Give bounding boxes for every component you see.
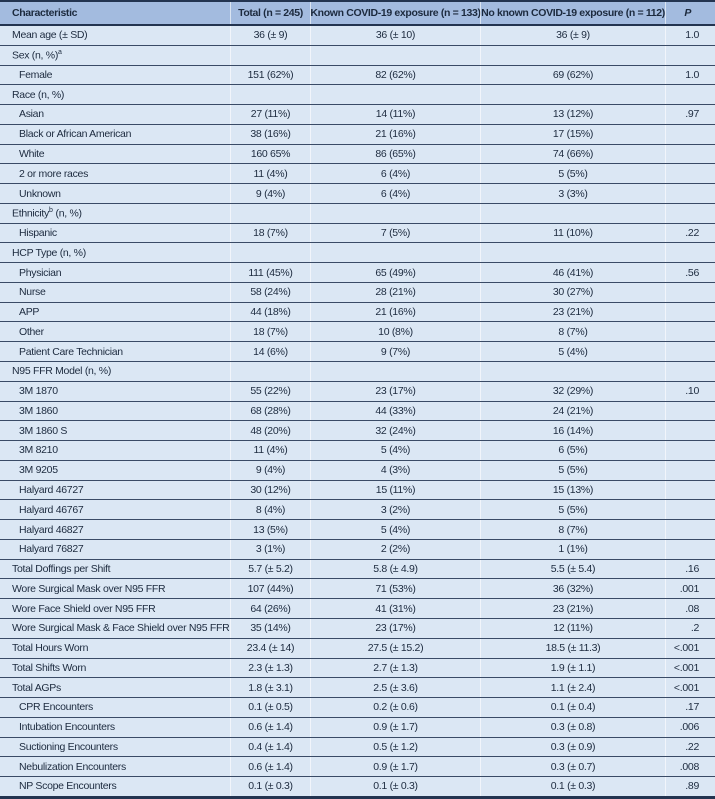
p-value-cell <box>665 125 715 144</box>
row-label: Total Hours Worn <box>12 642 89 655</box>
no-known-exposure-cell: 30 (27%) <box>480 283 665 302</box>
table-row <box>0 639 715 659</box>
no-known-exposure-cell <box>480 85 665 104</box>
no-known-exposure-cell: 69 (62%) <box>480 66 665 85</box>
row-label: 3M 9205 <box>19 464 58 477</box>
p-value-cell <box>665 184 715 203</box>
table-row <box>0 145 715 165</box>
no-known-exposure-cell <box>480 204 665 223</box>
known-exposure-cell: 41 (31%) <box>310 599 480 618</box>
table-row <box>0 322 715 342</box>
total-cell <box>230 204 310 223</box>
total-cell: 0.1 (± 0.5) <box>230 698 310 717</box>
p-value-cell <box>665 402 715 421</box>
row-label: White <box>19 147 45 160</box>
table-row <box>0 26 715 46</box>
table-row <box>0 461 715 481</box>
known-exposure-cell: 27.5 (± 15.2) <box>310 639 480 658</box>
total-cell: 18 (7%) <box>230 322 310 341</box>
header-total: Total (n = 245) <box>230 2 310 24</box>
total-cell: 8 (4%) <box>230 500 310 519</box>
table-row <box>0 718 715 738</box>
known-exposure-cell: 14 (11%) <box>310 105 480 124</box>
table-row <box>0 204 715 224</box>
row-label: Hispanic <box>19 227 57 240</box>
p-value-cell: .97 <box>665 105 715 124</box>
total-cell: 44 (18%) <box>230 303 310 322</box>
p-value-cell: .001 <box>665 579 715 598</box>
p-value-cell: 1.0 <box>665 26 715 45</box>
row-label: Unknown <box>19 187 61 200</box>
header-known-exposure: Known COVID-19 exposure (n = 133) <box>310 2 480 24</box>
total-cell: 30 (12%) <box>230 481 310 500</box>
table-row <box>0 481 715 501</box>
no-known-exposure-cell: 5.5 (± 5.4) <box>480 560 665 579</box>
table-row <box>0 85 715 105</box>
p-value-cell: .22 <box>665 224 715 243</box>
p-value-cell: 1.0 <box>665 66 715 85</box>
table-row <box>0 520 715 540</box>
row-label: Physician <box>19 266 62 279</box>
row-label: CPR Encounters <box>19 701 94 714</box>
total-cell: 64 (26%) <box>230 599 310 618</box>
row-label: Wore Surgical Mask over N95 FFR <box>12 582 166 595</box>
header-characteristic: Characteristic <box>12 7 78 19</box>
table-row <box>0 342 715 362</box>
no-known-exposure-cell: 8 (7%) <box>480 520 665 539</box>
total-cell: 48 (20%) <box>230 421 310 440</box>
no-known-exposure-cell: 36 (32%) <box>480 579 665 598</box>
p-value-cell <box>665 164 715 183</box>
total-cell <box>230 243 310 262</box>
no-known-exposure-cell: 1.9 (± 1.1) <box>480 659 665 678</box>
table-row <box>0 579 715 599</box>
no-known-exposure-cell: 3 (3%) <box>480 184 665 203</box>
known-exposure-cell: 6 (4%) <box>310 164 480 183</box>
no-known-exposure-cell: 17 (15%) <box>480 125 665 144</box>
total-cell <box>230 362 310 381</box>
known-exposure-cell <box>310 204 480 223</box>
row-label: Suctioning Encounters <box>19 740 118 753</box>
table-row <box>0 125 715 145</box>
total-cell: 0.6 (± 1.4) <box>230 757 310 776</box>
row-label: Nurse <box>19 286 46 299</box>
total-cell: 1.8 (± 3.1) <box>230 678 310 697</box>
row-label: Wore Face Shield over N95 FFR <box>12 602 156 615</box>
total-cell: 11 (4%) <box>230 164 310 183</box>
total-cell: 68 (28%) <box>230 402 310 421</box>
no-known-exposure-cell: 32 (29%) <box>480 382 665 401</box>
total-cell: 18 (7%) <box>230 224 310 243</box>
no-known-exposure-cell: 36 (± 9) <box>480 26 665 45</box>
total-cell: 11 (4%) <box>230 441 310 460</box>
total-cell: 107 (44%) <box>230 579 310 598</box>
known-exposure-cell <box>310 362 480 381</box>
p-value-cell <box>665 322 715 341</box>
total-cell: 13 (5%) <box>230 520 310 539</box>
no-known-exposure-cell <box>480 243 665 262</box>
row-label: 3M 8210 <box>19 444 58 457</box>
p-value-cell: .10 <box>665 382 715 401</box>
table-row <box>0 66 715 86</box>
no-known-exposure-cell: 11 (10%) <box>480 224 665 243</box>
table-row <box>0 777 715 796</box>
p-value-cell <box>665 46 715 65</box>
no-known-exposure-cell: 5 (5%) <box>480 164 665 183</box>
p-value-cell <box>665 520 715 539</box>
row-label: Patient Care Technician <box>19 345 123 358</box>
row-label: Female <box>19 68 53 81</box>
known-exposure-cell: 23 (17%) <box>310 619 480 638</box>
p-value-cell: <.001 <box>665 678 715 697</box>
total-cell: 23.4 (± 14) <box>230 639 310 658</box>
known-exposure-cell: 23 (17%) <box>310 382 480 401</box>
p-value-cell: .17 <box>665 698 715 717</box>
row-label: Total Doffings per Shift <box>12 563 111 576</box>
p-value-cell <box>665 342 715 361</box>
row-label: Ethnicity$^b$ (n, %) <box>12 207 82 220</box>
p-value-cell: .22 <box>665 738 715 757</box>
p-value-cell <box>665 441 715 460</box>
table-row <box>0 362 715 382</box>
row-label: Asian <box>19 108 44 121</box>
total-cell: 9 (4%) <box>230 184 310 203</box>
no-known-exposure-cell: 16 (14%) <box>480 421 665 440</box>
known-exposure-cell: 10 (8%) <box>310 322 480 341</box>
total-cell: 0.1 (± 0.3) <box>230 777 310 796</box>
known-exposure-cell: 0.5 (± 1.2) <box>310 738 480 757</box>
no-known-exposure-cell <box>480 46 665 65</box>
no-known-exposure-cell: 6 (5%) <box>480 441 665 460</box>
total-cell: 160 65% <box>230 145 310 164</box>
known-exposure-cell: 2.5 (± 3.6) <box>310 678 480 697</box>
known-exposure-cell <box>310 243 480 262</box>
table-row <box>0 599 715 619</box>
table-row <box>0 441 715 461</box>
no-known-exposure-cell: 13 (12%) <box>480 105 665 124</box>
known-exposure-cell: 15 (11%) <box>310 481 480 500</box>
p-value-cell <box>665 243 715 262</box>
known-exposure-cell: 3 (2%) <box>310 500 480 519</box>
total-cell: 3 (1%) <box>230 540 310 559</box>
table-row <box>0 698 715 718</box>
known-exposure-cell: 5 (4%) <box>310 441 480 460</box>
table-row <box>0 46 715 66</box>
known-exposure-cell: 0.1 (± 0.3) <box>310 777 480 796</box>
row-label: Halyard 76827 <box>19 543 84 556</box>
no-known-exposure-cell: 5 (4%) <box>480 342 665 361</box>
no-known-exposure-cell: 15 (13%) <box>480 481 665 500</box>
known-exposure-cell: 9 (7%) <box>310 342 480 361</box>
total-cell: 151 (62%) <box>230 66 310 85</box>
no-known-exposure-cell: 1 (1%) <box>480 540 665 559</box>
table-row <box>0 382 715 402</box>
total-cell: 5.7 (± 5.2) <box>230 560 310 579</box>
known-exposure-cell: 7 (5%) <box>310 224 480 243</box>
table-row <box>0 619 715 639</box>
known-exposure-cell: 32 (24%) <box>310 421 480 440</box>
known-exposure-cell: 71 (53%) <box>310 579 480 598</box>
known-exposure-cell: 6 (4%) <box>310 184 480 203</box>
row-label: Intubation Encounters <box>19 721 115 734</box>
row-label: Total Shifts Worn <box>12 661 87 674</box>
known-exposure-cell: 0.9 (± 1.7) <box>310 757 480 776</box>
no-known-exposure-cell: 1.1 (± 2.4) <box>480 678 665 697</box>
no-known-exposure-cell: 5 (5%) <box>480 500 665 519</box>
known-exposure-cell: 28 (21%) <box>310 283 480 302</box>
row-label: 3M 1860 <box>19 404 58 417</box>
p-value-cell: .008 <box>665 757 715 776</box>
table-row <box>0 757 715 777</box>
known-exposure-cell: 5 (4%) <box>310 520 480 539</box>
table-row <box>0 738 715 758</box>
known-exposure-cell <box>310 46 480 65</box>
row-label: Sex (n, %)$^a$ <box>12 48 62 62</box>
known-exposure-cell: 2.7 (± 1.3) <box>310 659 480 678</box>
row-label: Mean age (± SD) <box>12 29 88 42</box>
total-cell: 14 (6%) <box>230 342 310 361</box>
total-cell: 9 (4%) <box>230 461 310 480</box>
known-exposure-cell: 21 (16%) <box>310 125 480 144</box>
table-row <box>0 659 715 679</box>
row-label: 2 or more races <box>19 167 89 180</box>
total-cell: 38 (16%) <box>230 125 310 144</box>
row-label: Race (n, %) <box>12 88 65 101</box>
total-cell: 55 (22%) <box>230 382 310 401</box>
table-body <box>0 26 715 796</box>
total-cell: 36 (± 9) <box>230 26 310 45</box>
known-exposure-cell: 0.9 (± 1.7) <box>310 718 480 737</box>
known-exposure-cell: 44 (33%) <box>310 402 480 421</box>
table-row <box>0 164 715 184</box>
p-value-cell: .006 <box>665 718 715 737</box>
p-value-cell <box>665 204 715 223</box>
table-row <box>0 243 715 263</box>
no-known-exposure-cell: 0.3 (± 0.8) <box>480 718 665 737</box>
row-label: Halyard 46827 <box>19 523 84 536</box>
total-cell: 35 (14%) <box>230 619 310 638</box>
no-known-exposure-cell: 23 (21%) <box>480 599 665 618</box>
table-row <box>0 283 715 303</box>
table-row <box>0 540 715 560</box>
no-known-exposure-cell: 0.3 (± 0.9) <box>480 738 665 757</box>
total-cell: 0.4 (± 1.4) <box>230 738 310 757</box>
total-cell: 58 (24%) <box>230 283 310 302</box>
header-no-known-exposure: No known COVID-19 exposure (n = 112) <box>480 2 665 24</box>
table-row <box>0 184 715 204</box>
p-value-cell <box>665 303 715 322</box>
p-value-cell: .08 <box>665 599 715 618</box>
no-known-exposure-cell: 0.1 (± 0.4) <box>480 698 665 717</box>
known-exposure-cell: 0.2 (± 0.6) <box>310 698 480 717</box>
table-row <box>0 303 715 323</box>
row-label: Halyard 46767 <box>19 503 84 516</box>
p-value-cell: .89 <box>665 777 715 796</box>
p-value-cell <box>665 421 715 440</box>
total-cell <box>230 46 310 65</box>
no-known-exposure-cell: 5 (5%) <box>480 461 665 480</box>
table-row <box>0 678 715 698</box>
known-exposure-cell: 86 (65%) <box>310 145 480 164</box>
row-label: APP <box>19 306 40 319</box>
p-value-cell <box>665 145 715 164</box>
p-value-cell <box>665 362 715 381</box>
p-value-cell <box>665 461 715 480</box>
no-known-exposure-cell: 0.3 (± 0.7) <box>480 757 665 776</box>
known-exposure-cell: 4 (3%) <box>310 461 480 480</box>
p-value-cell <box>665 500 715 519</box>
total-cell: 2.3 (± 1.3) <box>230 659 310 678</box>
row-label: Nebulization Encounters <box>19 760 126 773</box>
known-exposure-cell: 65 (49%) <box>310 263 480 282</box>
table-row <box>0 263 715 283</box>
known-exposure-cell <box>310 85 480 104</box>
header-p-value: P <box>665 2 715 24</box>
no-known-exposure-cell: 8 (7%) <box>480 322 665 341</box>
total-cell: 27 (11%) <box>230 105 310 124</box>
table-row <box>0 421 715 441</box>
p-value-cell: .16 <box>665 560 715 579</box>
table-row <box>0 500 715 520</box>
p-value-cell: .2 <box>665 619 715 638</box>
table-header-row <box>0 2 715 26</box>
no-known-exposure-cell: 74 (66%) <box>480 145 665 164</box>
known-exposure-cell: 82 (62%) <box>310 66 480 85</box>
row-label: Wore Surgical Mask & Face Shield over N95 FFR <box>12 622 230 635</box>
row-label: Total AGPs <box>12 681 61 694</box>
row-label: NP Scope Encounters <box>19 780 117 793</box>
known-exposure-cell: 36 (± 10) <box>310 26 480 45</box>
table-row <box>0 560 715 580</box>
no-known-exposure-cell: 18.5 (± 11.3) <box>480 639 665 658</box>
table-row <box>0 105 715 125</box>
total-cell: 111 (45%) <box>230 263 310 282</box>
no-known-exposure-cell: 0.1 (± 0.3) <box>480 777 665 796</box>
total-cell <box>230 85 310 104</box>
no-known-exposure-cell: 46 (41%) <box>480 263 665 282</box>
p-value-cell <box>665 481 715 500</box>
no-known-exposure-cell: 23 (21%) <box>480 303 665 322</box>
known-exposure-cell: 5.8 (± 4.9) <box>310 560 480 579</box>
no-known-exposure-cell: 24 (21%) <box>480 402 665 421</box>
row-label: 3M 1860 S <box>19 424 68 437</box>
known-exposure-cell: 21 (16%) <box>310 303 480 322</box>
p-value-cell <box>665 283 715 302</box>
total-cell: 0.6 (± 1.4) <box>230 718 310 737</box>
known-exposure-cell: 2 (2%) <box>310 540 480 559</box>
no-known-exposure-cell: 12 (11%) <box>480 619 665 638</box>
row-label: Halyard 46727 <box>19 483 84 496</box>
table-row <box>0 224 715 244</box>
row-label: Other <box>19 325 44 338</box>
table-row <box>0 402 715 422</box>
p-value-cell: <.001 <box>665 639 715 658</box>
row-label: Black or African American <box>19 128 132 141</box>
p-value-cell <box>665 85 715 104</box>
row-label: N95 FFR Model (n, %) <box>12 365 112 378</box>
p-value-cell <box>665 540 715 559</box>
no-known-exposure-cell <box>480 362 665 381</box>
row-label: HCP Type (n, %) <box>12 246 86 259</box>
p-value-cell: <.001 <box>665 659 715 678</box>
p-value-cell: .56 <box>665 263 715 282</box>
row-label: 3M 1870 <box>19 385 58 398</box>
